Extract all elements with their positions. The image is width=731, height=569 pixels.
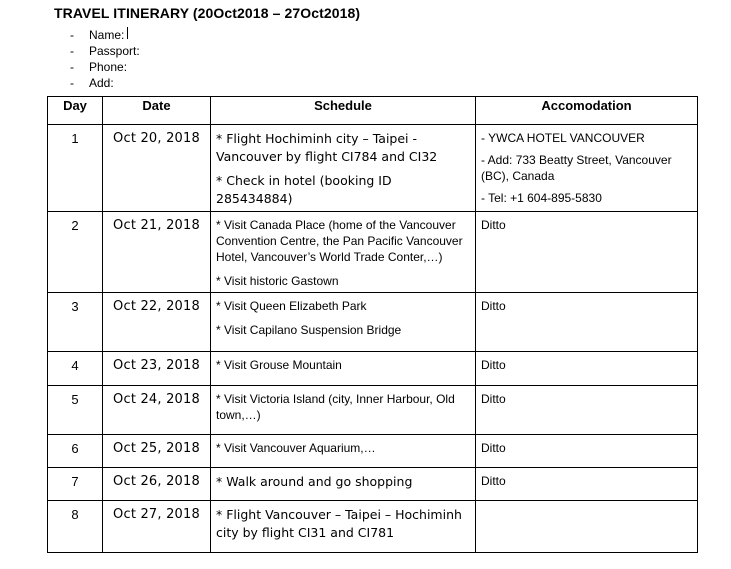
schedule-item: * Visit Vancouver Aquarium,… xyxy=(216,441,376,455)
accommodation-line: Ditto xyxy=(481,392,506,406)
day-cell[interactable]: 6 xyxy=(48,435,103,468)
date-cell[interactable]: Oct 24, 2018 xyxy=(103,386,211,435)
schedule-cell[interactable] xyxy=(211,468,476,501)
schedule-cell[interactable] xyxy=(211,293,476,352)
text-cursor xyxy=(127,27,128,39)
field-address-label[interactable]: Add: xyxy=(89,76,114,90)
date-cell[interactable]: Oct 23, 2018 xyxy=(103,352,211,386)
schedule-cell[interactable] xyxy=(211,435,476,468)
table-header-row xyxy=(48,97,698,125)
schedule-item: * Walk around and go shopping xyxy=(216,474,413,489)
date-cell[interactable]: Oct 21, 2018 xyxy=(103,212,211,293)
date-cell[interactable]: Oct 25, 2018 xyxy=(103,435,211,468)
date-cell[interactable]: Oct 22, 2018 xyxy=(103,293,211,352)
header-day: Day xyxy=(48,97,103,125)
schedule-item: * Visit Canada Place (home of the Vancouver Convention Centre, the Pan Pacific Vancouver Hotel, Vancouver’s World Trade Conter,…) xyxy=(216,218,463,264)
header-date: Date xyxy=(103,97,211,125)
day-cell[interactable]: 8 xyxy=(48,501,103,553)
day-cell[interactable]: 7 xyxy=(48,468,103,501)
date-cell[interactable]: Oct 20, 2018 xyxy=(103,125,211,212)
accommodation-line: - YWCA HOTEL VANCOUVER xyxy=(481,131,645,145)
accommodation-line: Ditto xyxy=(481,218,506,232)
date-cell[interactable]: Oct 26, 2018 xyxy=(103,468,211,501)
accommodation-cell[interactable] xyxy=(476,293,698,352)
accommodation-cell[interactable] xyxy=(476,352,698,386)
schedule-cell[interactable] xyxy=(211,501,476,553)
schedule-item: * Flight Vancouver – Taipei – Hochiminh city by flight CI31 and CI781 xyxy=(216,507,462,540)
date-cell[interactable]: Oct 27, 2018 xyxy=(103,501,211,553)
field-passport-label[interactable]: Passport: xyxy=(89,44,140,58)
schedule-cell[interactable] xyxy=(211,125,476,212)
accommodation-cell[interactable] xyxy=(476,468,698,501)
table-row xyxy=(48,212,698,293)
schedule-cell[interactable] xyxy=(211,352,476,386)
accommodation-line: Ditto xyxy=(481,299,506,313)
header-schedule: Schedule xyxy=(211,97,476,125)
accommodation-cell[interactable] xyxy=(476,501,698,553)
accommodation-cell[interactable] xyxy=(476,212,698,293)
schedule-item: * Visit Grouse Mountain xyxy=(216,358,342,372)
accommodation-cell[interactable] xyxy=(476,435,698,468)
accommodation-line: Ditto xyxy=(481,358,506,372)
day-cell[interactable]: 3 xyxy=(48,293,103,352)
field-bullet: - xyxy=(70,44,74,58)
schedule-item: * Visit historic Gastown xyxy=(216,274,339,288)
table-row xyxy=(48,468,698,501)
document-title: TRAVEL ITINERARY (20Oct2018 – 27Oct2018) xyxy=(54,5,361,21)
day-cell[interactable]: 1 xyxy=(48,125,103,212)
field-bullet: - xyxy=(70,76,74,90)
day-cell[interactable]: 2 xyxy=(48,212,103,293)
schedule-item: * Visit Capilano Suspension Bridge xyxy=(216,323,402,337)
schedule-item: * Check in hotel (booking ID 285434884) xyxy=(216,173,392,206)
itinerary-table xyxy=(47,96,698,553)
table-row xyxy=(48,125,698,212)
field-passport xyxy=(70,43,140,59)
schedule-cell[interactable] xyxy=(211,212,476,293)
accommodation-cell[interactable] xyxy=(476,125,698,212)
field-name-label[interactable]: Name: xyxy=(89,28,125,42)
day-cell[interactable]: 4 xyxy=(48,352,103,386)
day-cell[interactable]: 5 xyxy=(48,386,103,435)
table-row xyxy=(48,501,698,553)
schedule-cell[interactable] xyxy=(211,386,476,435)
table-row xyxy=(48,352,698,386)
field-bullet: - xyxy=(70,60,74,74)
accommodation-cell[interactable] xyxy=(476,386,698,435)
accommodation-line: - Tel: +1 604-895-5830 xyxy=(481,191,602,205)
schedule-item: * Flight Hochiminh city – Taipei - Vancouver by flight CI784 and CI32 xyxy=(216,131,438,164)
table-row xyxy=(48,435,698,468)
field-address xyxy=(70,75,140,91)
field-bullet: - xyxy=(70,28,74,42)
traveler-fields xyxy=(70,27,140,91)
accommodation-line: Ditto xyxy=(481,441,506,455)
field-name xyxy=(70,27,140,43)
table-row xyxy=(48,386,698,435)
schedule-item: * Visit Victoria Island (city, Inner Harbour, Old town,…) xyxy=(216,392,455,422)
field-phone xyxy=(70,59,140,75)
accommodation-line: - Add: 733 Beatty Street, Vancouver (BC), Canada xyxy=(481,153,672,183)
table-row xyxy=(48,293,698,352)
field-phone-label[interactable]: Phone: xyxy=(89,60,128,74)
schedule-item: * Visit Queen Elizabeth Park xyxy=(216,299,367,313)
header-accommodation: Accomodation xyxy=(476,97,698,125)
accommodation-line: Ditto xyxy=(481,474,506,488)
